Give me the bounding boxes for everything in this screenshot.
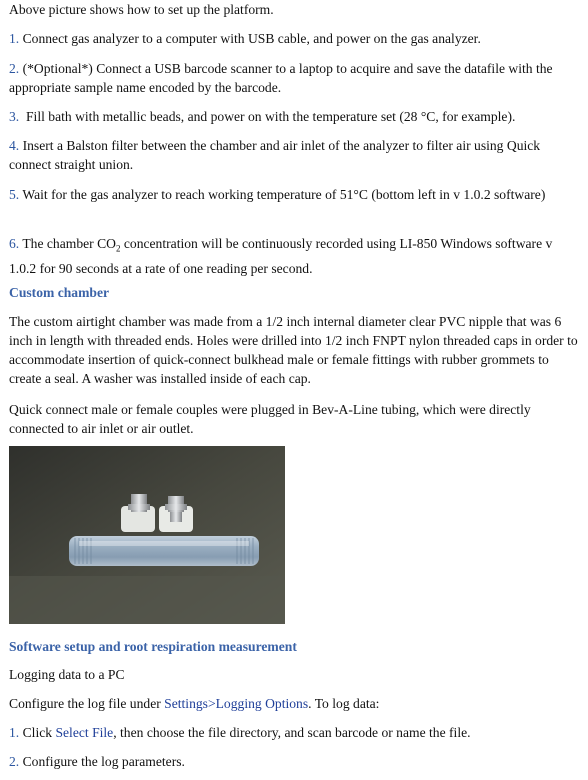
step-4: 4. Insert a Balston filter between the chamber and air inlet of the analyzer to filter air using Quick connect straight union. [9,138,541,172]
custom-chamber-paragraph-2: Quick connect male or female couples were plugged in Bev-A-Line tubing, which were directly connected to air inlet or air outlet. [9,402,531,436]
software-heading: Software setup and root respiration measurement [9,639,297,654]
software-step-2: 2. Configure the log parameters. [9,754,185,769]
step-6: 6. The chamber $CO_2$ concentration will be continuously recorded using LI-850 Windows software v 1.0.2 for 90 seconds at a rate of one reading per second. [9,236,553,276]
step-number: 1. [9,725,20,740]
logging-subheading: Logging data to a PC [9,667,125,682]
custom-chamber-paragraph-1: The custom airtight chamber was made from a 1/2 inch internal diameter clear PVC nipple that was 6 inch in length with threaded ends. Holes were drilled into 1/2 inch FNPT nylon threaded caps in order to accommodate insertion of quick-connect bulkhead male or female fittings with rubber grommets to create a seal. A washer was installed inside of each cap. [9,314,578,386]
step-number: 1. [9,31,20,46]
chamber-photo [9,446,285,624]
settings-logging-options-link[interactable]: Settings>Logging Options [164,696,309,711]
select-file-link[interactable]: Select File [55,725,114,740]
configure-text: Configure the log file under Settings>Logging Options. To log data: [9,696,380,711]
step-number: 5. [9,187,20,202]
step-1: 1. Connect gas analyzer to a computer with USB cable, and power on the gas analyzer. [9,31,481,46]
step-5: 5. Wait for the gas analyzer to reach working temperature of 51°C (bottom left in v 1.0.2 software) [9,187,546,202]
step-2: 2. (*Optional*) Connect a USB barcode scanner to a laptop to acquire and save the datafile with the appropriate sample name encoded by the barcode. [9,61,553,95]
step-number: 2. [9,754,20,769]
custom-chamber-heading: Custom chamber [9,285,110,300]
chamber-photo-illustration [9,446,285,624]
step-number: 6. [9,236,20,251]
step-number: 2. [9,61,20,76]
step-number: 4. [9,138,20,153]
intro-text: Above picture shows how to set up the platform. [9,2,274,17]
step-3: 3. Fill bath with metallic beads, and power on with the temperature set (28 °C, for example). [9,109,516,124]
software-step-1: 1. Click Select File, then choose the file directory, and scan barcode or name the file. [9,725,471,740]
step-number: 3. [9,109,20,124]
